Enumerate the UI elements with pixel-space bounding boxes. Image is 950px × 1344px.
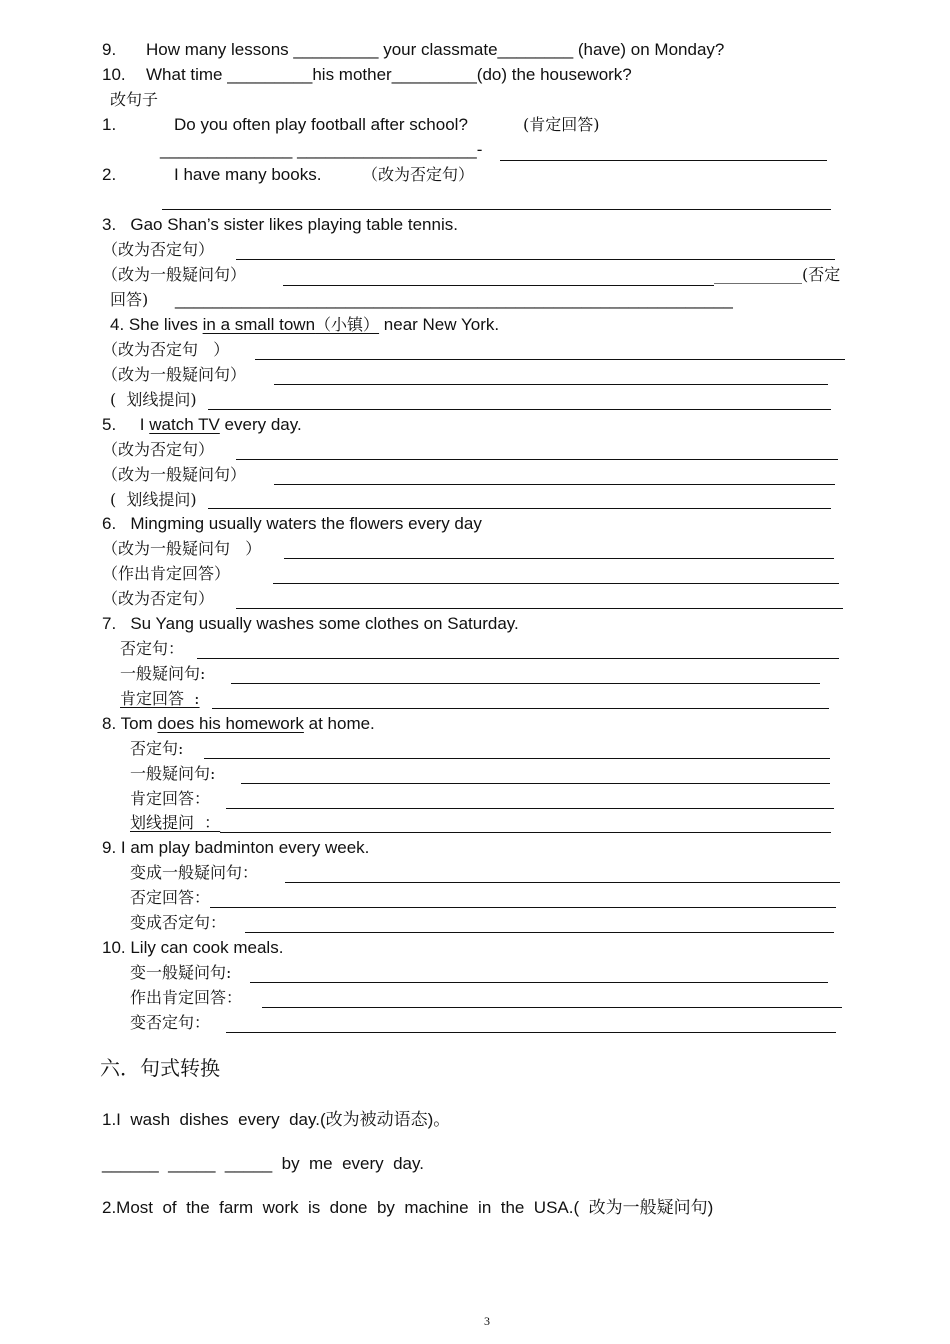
q9-no-label: 否定回答： [130, 888, 211, 907]
q7-gen-label: 一般疑问句: [120, 664, 206, 683]
q5-neg-label: （改为否定句） [102, 440, 215, 459]
q10-yes-label: 作出肯定回答： [130, 988, 243, 1007]
q2-instruction: （改为否定句） [362, 165, 475, 184]
q1-blank-line: ______________ ___________________- [160, 140, 483, 159]
q4-wh-rule [208, 409, 831, 410]
q2-answer-rule [162, 209, 831, 210]
q6-gen-rule [284, 558, 834, 559]
q2-num: 2. [102, 165, 117, 184]
q4-gen-rule [274, 384, 828, 385]
q1-num: 1. [102, 115, 117, 134]
top-question-9-text: How many lessons _________ your classmate________ (have) on Monday? [146, 40, 725, 59]
q8-neg-rule [204, 758, 830, 759]
q7-yes-label: 肯定回答 : [120, 689, 200, 708]
q8-yes-rule [226, 808, 834, 809]
q8-sentence [102, 712, 375, 736]
q1-instruction: (肯定回答) [523, 115, 600, 134]
section6-q2: 2.Most of the farm work is done by machine in the USA.( 改为一般疑问句) [102, 1198, 714, 1217]
q5-underlined: watch TV [149, 415, 220, 434]
q4-neg-label: （改为否定句 ） [102, 340, 230, 359]
q6-yes-label: （作出肯定回答） [102, 564, 231, 583]
q8-underlined: does his homework [157, 714, 304, 733]
q7-text: 7. Su Yang usually washes some clothes on Saturday. [102, 614, 519, 633]
q3-ans-label: 回答) [110, 290, 149, 309]
q10-gen-label: 变一般疑问句: [130, 963, 232, 982]
q1-text: Do you often play football after school? [174, 115, 468, 134]
q9-gen-rule [285, 882, 840, 883]
top-question-9-num: 9. [102, 40, 117, 59]
q5-suffix: every day. [219, 415, 302, 434]
q8-wh-label: 划线提问 ： [130, 813, 221, 832]
q9-no-rule [210, 907, 836, 908]
q5-sentence [102, 413, 302, 437]
top-question-10-text: What time _________his mother_________(do) the housework? [146, 65, 632, 84]
q3-gen-label: （改为一般疑问句） [102, 265, 247, 284]
q4-underlined: in a small town [202, 315, 316, 334]
q10-text: 10. Lily can cook meals. [102, 938, 284, 957]
q6-yes-rule [273, 583, 839, 584]
q8-gen-label: 一般疑问句: [130, 764, 216, 783]
q3-text: 3. Gao Shan’s sister likes playing table tennis. [102, 215, 458, 234]
q7-neg-rule [197, 658, 839, 659]
q8-wh-rule [220, 832, 831, 833]
q5-gen-rule [274, 484, 835, 485]
q10-neg-rule [226, 1032, 836, 1033]
section6-q1 [102, 1108, 450, 1132]
section6-q1-text: 1.I wash dishes every day.(改为被动语态)。 [102, 1110, 451, 1129]
section6-q1-answer: ______ _____ _____ by me every day. [102, 1154, 424, 1173]
q10-neg-label: 变否定句： [130, 1013, 211, 1032]
q5-prefix: 5. I [102, 415, 150, 434]
q9-neg-rule [245, 932, 834, 933]
q3-gen-rule [283, 285, 714, 286]
q4-gen-label: （改为一般疑问句） [102, 365, 247, 384]
q7-neg-label: 否定句： [120, 639, 185, 658]
q6-text: 6. Mingming usually waters the flowers every day [102, 514, 482, 533]
q4-wh-label: ( 划线提问) [110, 390, 197, 409]
q7-yes-rule [212, 708, 829, 709]
q5-wh-label: ( 划线提问) [110, 490, 197, 509]
q6-neg-label: （改为否定句） [102, 589, 215, 608]
q9-neg-label: 变成否定句： [130, 913, 227, 932]
q4-suffix: near New York. [379, 315, 500, 334]
q10-gen-rule [250, 982, 828, 983]
q3-neg-label: （改为否定句） [102, 240, 215, 259]
q8-neg-label: 否定句: [130, 739, 184, 758]
q10-yes-rule [262, 1007, 842, 1008]
q6-neg-rule [236, 608, 843, 609]
q4-note: （小镇） [315, 315, 380, 334]
q8-suffix: at home. [303, 714, 375, 733]
q6-gen-label: （改为一般疑问句 ） [102, 539, 262, 558]
section-change-heading: 改句子 [110, 90, 159, 109]
q8-yes-label: 肯定回答： [130, 789, 211, 808]
section6-heading: 六．句式转换 [100, 1056, 220, 1080]
q1-answer-rule [500, 160, 827, 161]
q7-gen-rule [231, 683, 820, 684]
q4-sentence [110, 313, 499, 337]
q9-gen-label: 变成一般疑问句： [130, 863, 259, 882]
q2-text: I have many books. [174, 165, 322, 184]
q9-text: 9. I am play badminton every week. [102, 838, 370, 857]
q3-gen-tail: ___________(否定 [714, 265, 841, 284]
page-number: 3 [484, 1314, 490, 1328]
q4-neg-rule [255, 359, 845, 360]
q8-gen-rule [241, 783, 830, 784]
q3-ans-blank: ___________________________________________________________ [175, 290, 733, 309]
q5-neg-rule [236, 459, 838, 460]
top-question-10-num: 10. [102, 65, 126, 84]
q3-neg-rule [236, 259, 835, 260]
q4-prefix: 4. She lives [110, 315, 203, 334]
q5-gen-label: （改为一般疑问句） [102, 465, 247, 484]
q5-wh-rule [208, 508, 831, 509]
q8-prefix: 8. Tom [102, 714, 158, 733]
